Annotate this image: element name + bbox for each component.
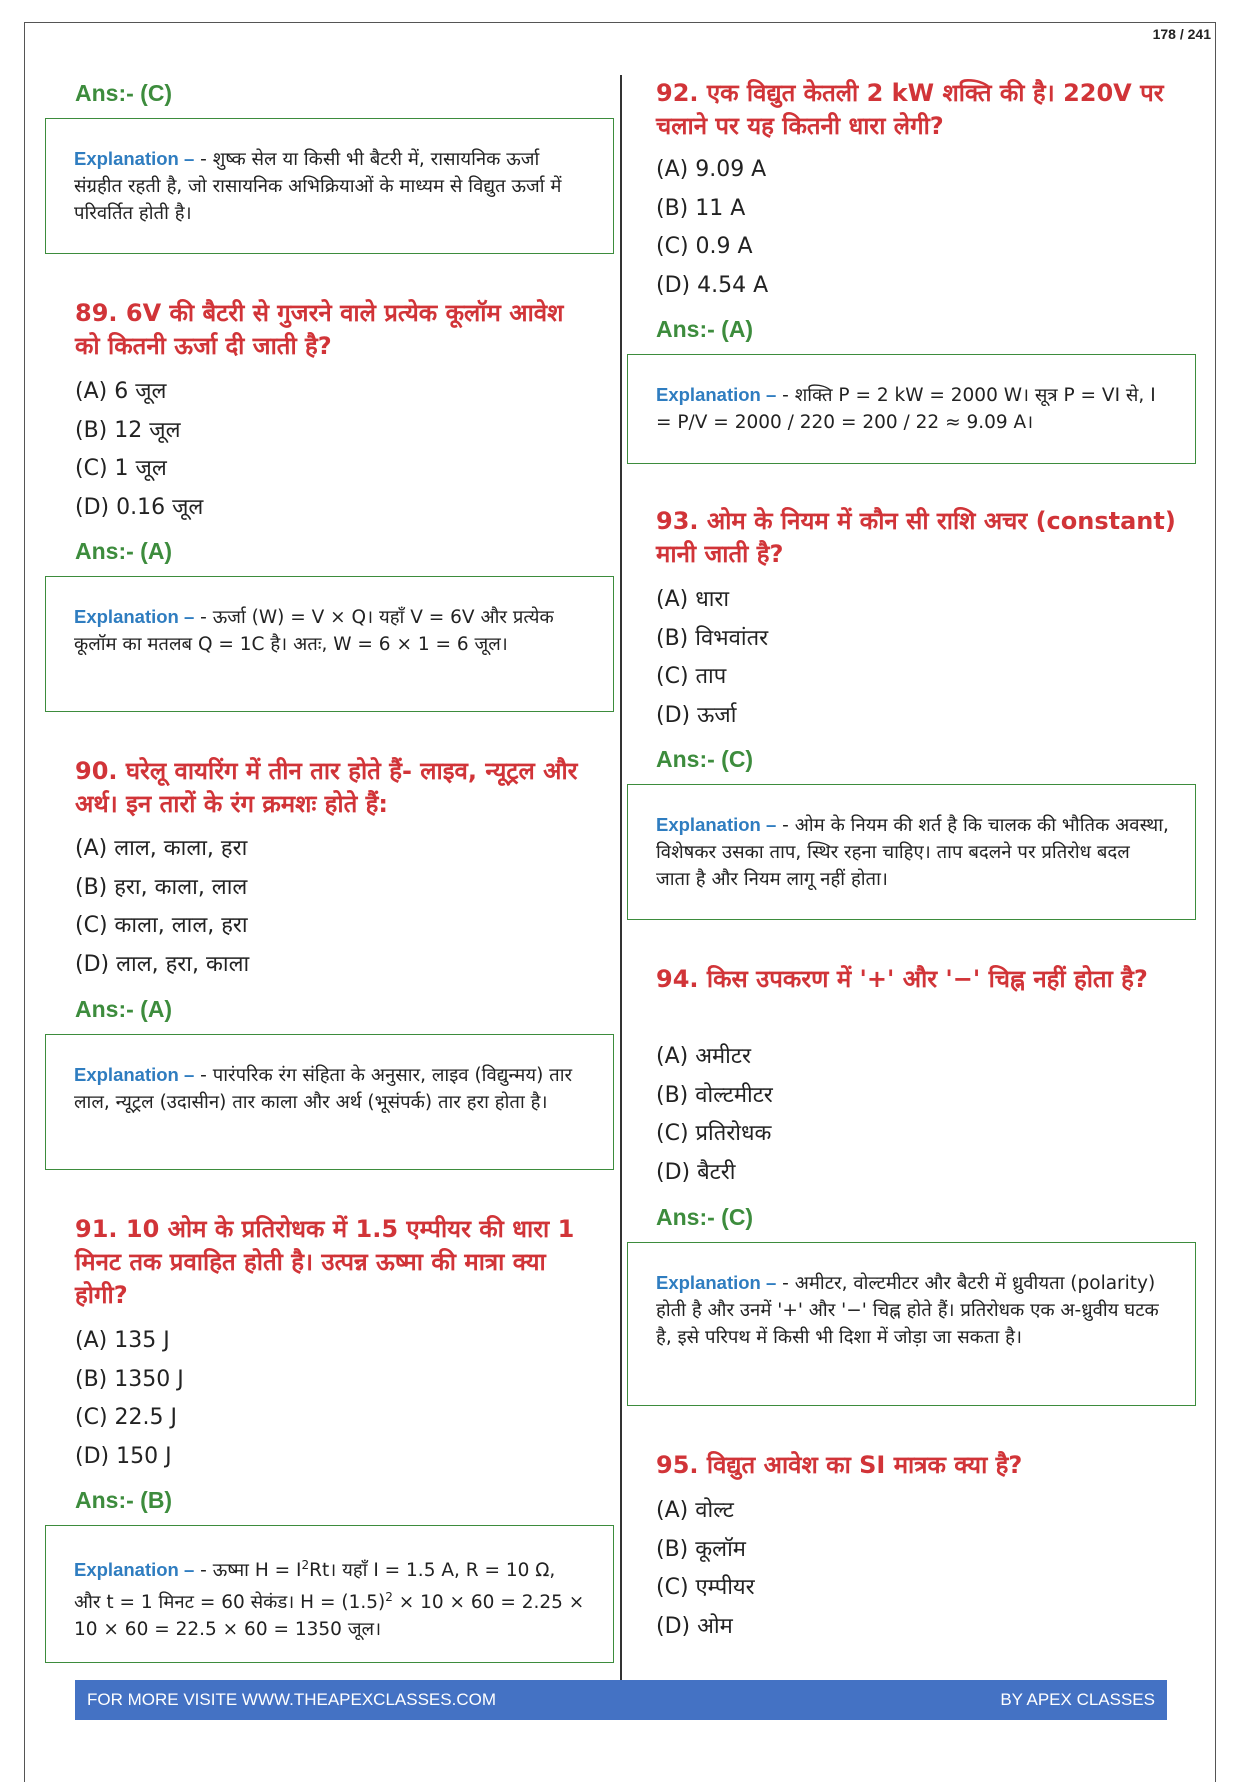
option: (B) वोल्टमीटर [656,1082,773,1108]
question-91-options [75,1322,184,1476]
explanation-label: Explanation – [656,814,777,835]
question-92-options [656,151,768,305]
explanation-label: Explanation – [74,606,195,627]
option: (C) प्रतिरोधक [656,1121,772,1146]
question-93-options [656,581,768,735]
option: (C) 22.5 J [75,1405,177,1430]
question-92-title: 92. एक विद्युत केतली 2 kW शक्ति की है। 220V पर चलाने पर यह कितनी धारा लेगी? [656,79,1164,140]
explanation-box-91 [45,1525,614,1663]
explanation-box-93 [627,784,1196,920]
question-95-title: 95. विद्युत आवेश का SI मात्रक क्या है? [656,1451,1023,1479]
question-91-title: 91. 10 ओम के प्रतिरोधक में 1.5 एम्पीयर की धारा 1 मिनट तक प्रवाहित होती है। उत्पन्न ऊष्मा की मात्रा क्या होगी? [75,1215,575,1309]
answer-91: Ans:- (B) [75,1487,173,1513]
question-95-options [656,1492,755,1646]
explanation-label: Explanation – [74,1559,195,1581]
option: (D) बैटरी [656,1159,736,1185]
explanation-text: - ऊर्जा (W) = V × Q। यहाँ V = 6V और प्रत्येक कूलॉम का मतलब Q = 1C है। अतः, W = 6 × 1 = 6 जूल। [74,607,554,655]
option: (A) धारा [656,587,730,612]
column-divider [620,75,622,1705]
question-90-title: 90. घरेलू वायरिंग में तीन तार होते हैं- लाइव, न्यूट्रल और अर्थ। इन तारों के रंग क्रमशः होते हैं: [75,757,578,818]
answer-94: Ans:- (C) [656,1204,754,1230]
superscript: 2 [301,1558,310,1572]
answer-93: Ans:- (C) [656,746,754,772]
option: (A) 135 J [75,1328,170,1353]
explanation-text-b: Rt। यहाँ I = 1.5 A, R = 10 Ω, और t = 1 मिनट = 60 सेकंड। H = (1.5) [74,1560,556,1614]
explanation-label: Explanation – [656,384,777,405]
option: (B) 11 A [656,195,746,221]
explanation-text-a: - ऊष्मा H = I [194,1560,302,1582]
option: (A) लाल, काला, हरा [75,836,248,861]
explanation-text: - शक्ति P = 2 kW = 2000 W। सूत्र P = VI से, I = P/V = 2000 / 220 = 200 / 22 ≈ 9.09 A। [656,385,1156,433]
question-89-options [75,373,203,527]
explanation-text-c: × 10 × 60 = 2.25 × 10 × 60 = 22.5 × 60 = 1350 जूल। [74,1592,585,1641]
option: (B) 1350 J [75,1366,184,1392]
explanation-box-94 [627,1242,1196,1406]
explanation-label: Explanation – [656,1272,777,1293]
explanation-text: - शुष्क सेल या किसी भी बैटरी में, रासायनिक ऊर्जा संग्रहीत रहती है, जो रासायनिक अभिक्रियाओं के माध्यम से विद्युत ऊर्जा में परिवर्तित होती है। [74,149,562,224]
option: (B) हरा, काला, लाल [75,874,248,900]
explanation-text: - ओम के नियम की शर्त है कि चालक की भौतिक अवस्था, विशेषकर उसका ताप, स्थिर रहना चाहिए। ताप बदलने पर प्रतिरोध बदल जाता है और नियम लागू नहीं होता। [656,815,1169,890]
explanation-text: - पारंपरिक रंग संहिता के अनुसार, लाइव (विद्युन्मय) तार लाल, न्यूट्रल (उदासीन) तार काला और अर्थ (भूसंपर्क) तार हरा होता है। [74,1065,573,1113]
question-94-title: 94. किस उपकरण में '+' और '−' चिह्न नहीं होता है? [656,965,1148,993]
footer-bar [75,1680,1167,1720]
explanation-label: Explanation – [74,148,195,169]
explanation-box-92 [627,354,1196,464]
option: (B) कूलॉम [656,1536,746,1562]
option: (D) लाल, हरा, काला [75,951,250,977]
option: (C) 0.9 A [656,234,753,259]
option: (C) 1 जूल [75,456,167,481]
question-94-options [656,1038,773,1192]
option: (C) एम्पीयर [656,1575,755,1600]
option: (D) 150 J [75,1443,172,1469]
answer-89: Ans:- (A) [75,538,173,564]
explanation-label: Explanation – [74,1064,195,1085]
answer-90: Ans:- (A) [75,996,173,1022]
answer-92: Ans:- (A) [656,316,754,342]
page-number: 178 / 241 [1152,26,1211,42]
option: (D) ऊर्जा [656,702,737,728]
footer-website-link[interactable]: FOR MORE VISITE WWW.THEAPEXCLASSES.COM [87,1690,496,1709]
option: (B) 12 जूल [75,417,181,443]
answer-88: Ans:- (C) [75,80,173,106]
question-90-options [75,830,249,984]
superscript: 2 [385,1590,393,1605]
footer-brand: BY APEX CLASSES [1000,1690,1155,1709]
option: (D) ओम [656,1613,733,1639]
question-89-title: 89. 6V की बैटरी से गुजरने वाले प्रत्येक कूलॉम आवेश को कितनी ऊर्जा दी जाती है? [75,299,564,360]
explanation-box-89 [45,576,614,712]
question-93-title: 93. ओम के नियम में कौन सी राशि अचर (constant) मानी जाती है? [656,507,1176,568]
option: (A) अमीटर [656,1044,751,1069]
option: (D) 4.54 A [656,272,769,298]
option: (A) वोल्ट [656,1498,734,1523]
option: (B) विभवांतर [656,625,769,651]
option: (D) 0.16 जूल [75,494,204,520]
option: (C) ताप [656,664,727,689]
explanation-box-88 [45,118,614,254]
option: (C) काला, लाल, हरा [75,913,248,938]
explanation-text: - अमीटर, वोल्टमीटर और बैटरी में ध्रुवीयता (polarity) होती है और उनमें '+' और '−' चिह्न होते हैं। प्रतिरोधक एक अ-ध्रुवीय घटक है, इसे परिपथ में किसी भी दिशा में जोड़ा जा सकता है। [656,1273,1159,1348]
explanation-box-90 [45,1034,614,1170]
option: (A) 9.09 A [656,157,767,182]
option: (A) 6 जूल [75,379,167,404]
